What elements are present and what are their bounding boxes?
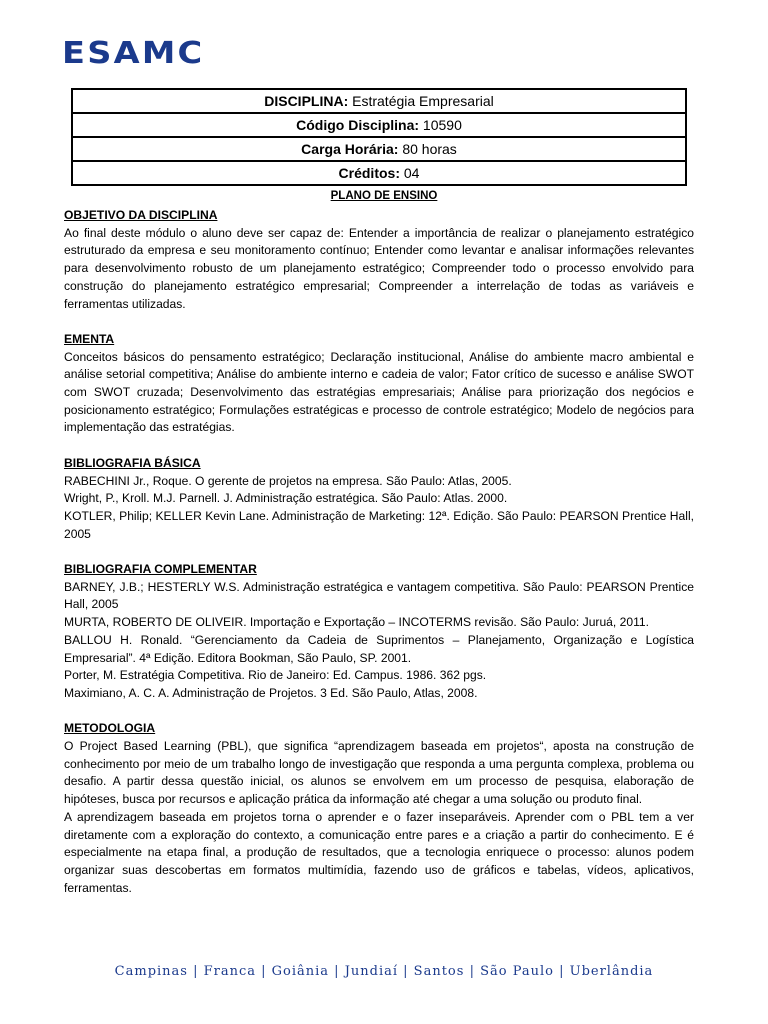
creditos-value: 04	[399, 165, 420, 181]
list-item: Porter, M. Estratégia Competitiva. Rio de Janeiro: Ed. Campus. 1986. 362 pgs.	[64, 668, 487, 683]
list-item: RABECHINI Jr., Roque. O gerente de projetos na empresa. São Paulo: Atlas, 2005.	[64, 473, 512, 488]
metodologia-heading: METODOLOGIA	[64, 721, 156, 736]
carga-cell	[72, 137, 686, 161]
codigo-value: 10590	[419, 117, 462, 133]
disciplina-label: DISCIPLINA:	[264, 93, 349, 109]
table-row	[72, 113, 686, 137]
ementa-text: Conceitos básicos do pensamento estratégico; Declaração institucional, Análise do ambiente macro ambiental e análise setorial competitiva; Análise do ambiente interno e cadeia de valor; Fator crítico de sucesso e análise SWOT com SWOT cruzada; Desenvolvimento das estratégias empresariais; Análise para priorização dos negócios e posicionamento estratégico; Formulações estratégicas e processo de controle estratégico; Modelo de negócios para implementação das estratégias.	[64, 349, 694, 435]
list-item: Wright, P., Kroll. M.J. Parnell. J. Administração estratégica. São Paulo: Atlas. 2000.	[64, 491, 508, 506]
course-info-table	[71, 88, 687, 186]
bib-complementar-section	[64, 561, 694, 703]
disciplina-cell	[72, 89, 686, 113]
metodologia-paragraph: O Project Based Learning (PBL), que significa “aprendizagem baseada em projetos“, aposta na construção de conhecimento por meio de um trabalho longo de investigação que responda a uma pergunta complexa, problema ou desafio. A partir dessa questão inicial, os alunos se envolvem em um processo de pesquisa, elaboração de hipóteses, busca por recursos e aplicação prática da informação até chegar a uma solução ou produto final.	[64, 739, 694, 807]
esamc-logo: ESAMC	[62, 36, 205, 71]
table-row	[72, 89, 686, 113]
objetivo-text: Ao final deste módulo o aluno deve ser capaz de: Entender a importância de realizar o planejamento estratégico estruturado da empresa e seu monitoramento contínuo; Entender como levantar e analisar informações relevantes para desenvolvimento robusto de um planejamento estratégico; Compreender todo o processo envolvido para construção do planejamento estratégico empresarial; Compreender a interrelação de todas as variáveis e ferramentas utilizadas.	[64, 225, 694, 311]
bib-complementar-heading: BIBLIOGRAFIA COMPLEMENTAR	[64, 562, 257, 577]
bib-basica-heading: BIBLIOGRAFIA BÁSICA	[64, 455, 201, 470]
table-row	[72, 161, 686, 185]
list-item: MURTA, ROBERTO DE OLIVEIR. Importação e Exportação – INCOTERMS revisão. São Paulo: Juruá, 2011.	[64, 615, 649, 630]
ementa-heading: EMENTA	[64, 331, 115, 346]
bib-basica-section	[64, 455, 694, 544]
table-row	[72, 137, 686, 161]
creditos-label: Créditos:	[338, 165, 400, 181]
carga-label: Carga Horária:	[301, 141, 399, 157]
list-item: BARNEY, J.B.; HESTERLY W.S. Administração estratégica e vantagem competitiva. São Paulo: PEARSON Prentice Hall, 2005	[64, 579, 694, 612]
codigo-label: Código Disciplina:	[296, 117, 420, 133]
list-item: Maximiano, A. C. A. Administração de Projetos. 3 Ed. São Paulo, Atlas, 2008.	[64, 685, 478, 700]
objetivo-heading: OBJETIVO DA DISCIPLINA	[64, 208, 218, 222]
disciplina-value: Estratégia Empresarial	[348, 93, 494, 109]
codigo-cell	[72, 113, 686, 137]
carga-value: 80 horas	[398, 141, 457, 157]
list-item: KOTLER, Philip; KELLER Kevin Lane. Administração de Marketing: 12ª. Edição. São Paulo: PEARSON Prentice Hall, 2005	[64, 508, 694, 541]
ementa-section	[64, 331, 694, 437]
metodologia-section	[64, 720, 694, 897]
objetivo-section	[64, 207, 694, 313]
creditos-cell	[72, 161, 686, 185]
campus-footer: Campinas | Franca | Goiânia | Jundiaí | Santos | São Paulo | Uberlândia	[114, 964, 654, 979]
document-body	[64, 207, 694, 915]
metodologia-paragraph: A aprendizagem baseada em projetos torna o aprender e o fazer inseparáveis. Aprender com o PBL tem a ver diretamente com a exploração do contexto, a comunicação entre pares e a criação a partir do conhecimento. E é especialmente na etapa final, a produção de resultados, que a tecnologia enriquece o processo: alunos podem organizar suas descobertas em formatos multimídia, fazendo uso de gráficos e tabelas, vídeos, aplicativos, ferramentas.	[64, 809, 694, 895]
plano-title: PLANO DE ENSINO	[330, 190, 438, 202]
list-item: BALLOU H. Ronald. “Gerenciamento da Cadeia de Suprimentos – Planejamento, Organização e Logística Empresarial”. 4ª Edição. Editora Bookman, São Paulo, SP. 2001.	[64, 632, 694, 665]
